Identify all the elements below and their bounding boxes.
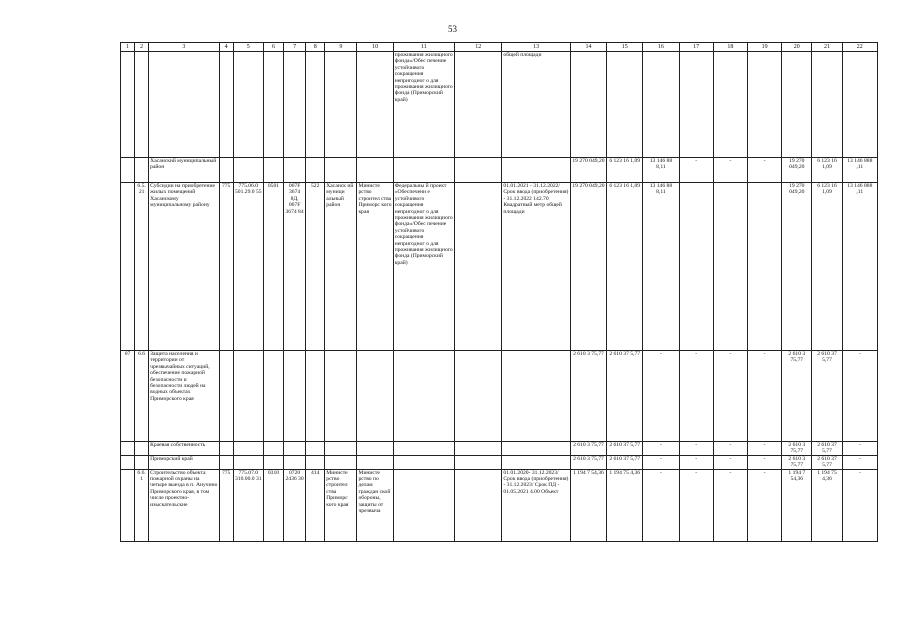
table-cell-col16: 13 146 88 8,11 xyxy=(643,183,679,351)
table-cell-col15: 2 610 37 5,77 xyxy=(607,351,643,442)
table-cell-col11 xyxy=(393,455,454,469)
table-cell-col11 xyxy=(393,351,454,442)
table-cell-col10: Министе рство строител ства Приморс кого края xyxy=(357,183,393,351)
table-cell-col18: - xyxy=(713,442,747,456)
table-cell-col7 xyxy=(284,158,306,183)
table-cell-col1 xyxy=(121,455,135,469)
table-cell-col4 xyxy=(219,455,233,469)
table-cell-col7 xyxy=(284,455,306,469)
table-cell-col10 xyxy=(357,442,393,456)
table-cell-col6 xyxy=(263,351,283,442)
table-cell-col17: - xyxy=(679,158,713,183)
table-row xyxy=(121,469,878,541)
table-cell-col21 xyxy=(812,52,842,158)
table-cell-col5 xyxy=(233,455,263,469)
table-cell-col3: Защита населения и территории от чрезвычайных ситуаций, обеспечение пожарной безопасности и безопасности людей на водных объектах Приморского края xyxy=(149,351,219,442)
table-cell-col9 xyxy=(325,351,357,442)
table-cell-col12 xyxy=(455,455,502,469)
table-cell-col2: 6.5. 21 xyxy=(135,183,149,351)
table-cell-col5: 775.06.0 501.29.0 55 xyxy=(233,183,263,351)
table-cell-col4: 775 xyxy=(219,183,233,351)
table-cell-col7 xyxy=(284,442,306,456)
table-cell-col14: 2 610 3 75,77 xyxy=(570,455,606,469)
header-cell: 2 xyxy=(135,43,149,52)
header-cell: 7 xyxy=(284,43,306,52)
table-cell-col7 xyxy=(284,52,306,158)
table-cell-col18: - xyxy=(713,455,747,469)
table-cell-col10 xyxy=(357,52,393,158)
table-cell-col18 xyxy=(713,52,747,158)
table-row xyxy=(121,52,878,158)
table-cell-col5: 775.07.0 310.00.0 31 xyxy=(233,469,263,541)
table-cell-col9: Министе рство строител ства Приморс кого края xyxy=(325,469,357,541)
table-cell-col20: 19 270 049,20 xyxy=(782,183,812,351)
table-cell-col22: - xyxy=(842,469,877,541)
table-cell-col17: - xyxy=(679,469,713,541)
header-cell: 16 xyxy=(643,43,679,52)
table-row xyxy=(121,455,878,469)
table-cell-col6: 0501 xyxy=(263,183,283,351)
table-cell-col8 xyxy=(306,52,325,158)
table-cell-col20 xyxy=(782,52,812,158)
table-row xyxy=(121,183,878,351)
header-cell: 3 xyxy=(149,43,219,52)
table-cell-col9: Хасанск ий муници альный район xyxy=(325,183,357,351)
table-cell-col17: - xyxy=(679,351,713,442)
table-cell-col19: - xyxy=(747,442,781,456)
header-cell: 5 xyxy=(233,43,263,52)
table-cell-col16: - xyxy=(643,455,679,469)
table-cell-col22: - xyxy=(842,455,877,469)
table-cell-col11 xyxy=(393,469,454,541)
table-cell-col5 xyxy=(233,158,263,183)
header-cell: 11 xyxy=(393,43,454,52)
table-cell-col14: 1 194 7 54,36 xyxy=(570,469,606,541)
table-cell-col6 xyxy=(263,52,283,158)
header-cell: 13 xyxy=(502,43,570,52)
table-cell-col3 xyxy=(149,52,219,158)
header-cell: 8 xyxy=(306,43,325,52)
table-cell-col11 xyxy=(393,442,454,456)
table-cell-col8 xyxy=(306,455,325,469)
table-cell-col9 xyxy=(325,158,357,183)
table-cell-col13: общей площади xyxy=(502,52,570,158)
table-cell-col1 xyxy=(121,158,135,183)
table-cell-col13 xyxy=(502,158,570,183)
table-cell-col22: 13 146 888 ,11 xyxy=(842,183,877,351)
table-cell-col10 xyxy=(357,158,393,183)
table-cell-col6 xyxy=(263,455,283,469)
header-cell: 4 xyxy=(219,43,233,52)
table-cell-col18: - xyxy=(713,469,747,541)
table-cell-col19 xyxy=(747,183,781,351)
table-cell-col14: 19 270 049,20 xyxy=(570,183,606,351)
table-cell-col7: 067F 3674 8Д, 067F 3674 84 xyxy=(284,183,306,351)
table-cell-col12 xyxy=(455,158,502,183)
table-cell-col19: - xyxy=(747,469,781,541)
table-cell-col22 xyxy=(842,52,877,158)
table-cell-col1 xyxy=(121,442,135,456)
table-cell-col22: - xyxy=(842,442,877,456)
table-cell-col5 xyxy=(233,52,263,158)
header-cell: 22 xyxy=(842,43,877,52)
table-cell-col16: 13 146 88 8,11 xyxy=(643,158,679,183)
table-cell-col22: - xyxy=(842,351,877,442)
table-cell-col14: 2 610 3 75,77 xyxy=(570,442,606,456)
table-cell-col20: 2 610 3 75,77 xyxy=(782,442,812,456)
table-cell-col2 xyxy=(135,52,149,158)
header-cell: 12 xyxy=(455,43,502,52)
table-cell-col17: - xyxy=(679,442,713,456)
table-cell-col15: 2 610 37 5,77 xyxy=(607,442,643,456)
table-cell-col3: Хасанский муниципальный район xyxy=(149,158,219,183)
table-cell-col20: 2 610 3 75,77 xyxy=(782,351,812,442)
header-cell: 1 xyxy=(121,43,135,52)
table-cell-col8 xyxy=(306,442,325,456)
table-cell-col13 xyxy=(502,351,570,442)
table-cell-col4 xyxy=(219,351,233,442)
table-cell-col21: 1 194 75 4,36 xyxy=(812,469,842,541)
table-cell-col11: Федеральны й проект «Обеспечени е устойчивого сокращения непригодног о для проживания жилищного фонда»/Обес печение устойчивого сокращения непригодног о для проживания жилищного фонда (Приморский край) xyxy=(393,183,454,351)
table-cell-col4 xyxy=(219,158,233,183)
header-cell: 15 xyxy=(607,43,643,52)
header-row xyxy=(121,43,878,52)
table-cell-col18: - xyxy=(713,351,747,442)
table-cell-col12 xyxy=(455,469,502,541)
table-cell-col21: 6 123 16 1,09 xyxy=(812,158,842,183)
table-cell-col10 xyxy=(357,351,393,442)
budget-table xyxy=(120,42,878,542)
table-cell-col21: 2 610 37 5,77 xyxy=(812,351,842,442)
table-cell-col22: 13 146 888 ,11 xyxy=(842,158,877,183)
table-cell-col5 xyxy=(233,351,263,442)
table-cell-col9 xyxy=(325,455,357,469)
table-cell-col6: 0310 xyxy=(263,469,283,541)
table-cell-col3: Краевая собственность xyxy=(149,442,219,456)
table-cell-col1 xyxy=(121,183,135,351)
table-cell-col15 xyxy=(607,52,643,158)
table-cell-col7: 0720 2436 30 xyxy=(284,469,306,541)
table-cell-col4 xyxy=(219,442,233,456)
table-cell-col7 xyxy=(284,351,306,442)
table-cell-col12 xyxy=(455,183,502,351)
table-cell-col21: 6 123 16 1,09 xyxy=(812,183,842,351)
header-cell: 9 xyxy=(325,43,357,52)
table-cell-col2: 6.6. 1 xyxy=(135,469,149,541)
table-cell-col13 xyxy=(502,455,570,469)
table-cell-col2 xyxy=(135,455,149,469)
table-cell-col15: 6 123 16 1,09 xyxy=(607,183,643,351)
table-cell-col17: - xyxy=(679,455,713,469)
table-cell-col14: 2 610 3 75,77 xyxy=(570,351,606,442)
table-cell-col6 xyxy=(263,158,283,183)
table-cell-col11 xyxy=(393,158,454,183)
table-row xyxy=(121,442,878,456)
table-cell-col9 xyxy=(325,442,357,456)
table-cell-col15: 6 123 16 1,09 xyxy=(607,158,643,183)
table-cell-col3: Приморский край xyxy=(149,455,219,469)
table-cell-col3: Субсидии на приобретение жилых помещений Хасанскому муниципальному району xyxy=(149,183,219,351)
page-number: 53 xyxy=(448,24,457,34)
table-cell-col15: 1 194 75 4,36 xyxy=(607,469,643,541)
table-cell-col10 xyxy=(357,455,393,469)
table-cell-col8: 414 xyxy=(306,469,325,541)
table-cell-col13: 01.01.2021 - 31.12.2022/ Срок ввода (приобретения) - 31.12.2022 142.70 Квадратный метр общей площади xyxy=(502,183,570,351)
table-cell-col20: 1 194 7 54,36 xyxy=(782,469,812,541)
table-cell-col5 xyxy=(233,442,263,456)
header-cell: 19 xyxy=(747,43,781,52)
table-cell-col4 xyxy=(219,52,233,158)
table-cell-col8 xyxy=(306,158,325,183)
table-cell-col21: 2 610 37 5,77 xyxy=(812,442,842,456)
table-cell-col20: 2 610 3 75,77 xyxy=(782,455,812,469)
table-cell-col17 xyxy=(679,183,713,351)
table-cell-col16: - xyxy=(643,469,679,541)
table-row xyxy=(121,351,878,442)
table-cell-col16: - xyxy=(643,351,679,442)
table-cell-col17 xyxy=(679,52,713,158)
table-cell-col12 xyxy=(455,351,502,442)
table-cell-col19: - xyxy=(747,455,781,469)
header-cell: 18 xyxy=(713,43,747,52)
table-cell-col1: 07 xyxy=(121,351,135,442)
table-cell-col19: - xyxy=(747,351,781,442)
table-cell-col14 xyxy=(570,52,606,158)
table-row xyxy=(121,158,878,183)
table-cell-col10: Министе рство по делам граждан ской обороны, защиты от чрезвыча xyxy=(357,469,393,541)
table-cell-col12 xyxy=(455,442,502,456)
table-cell-col1 xyxy=(121,52,135,158)
table-cell-col4: 775 xyxy=(219,469,233,541)
table-cell-col13: 01.01.2020- 31.12.2023/ Срок ввода (приобретения) - 31.12.2023/ Срок ПД - 01.05.2021 4.00 Объект xyxy=(502,469,570,541)
table-cell-col2 xyxy=(135,158,149,183)
table-cell-col18: - xyxy=(713,158,747,183)
header-cell: 10 xyxy=(357,43,393,52)
table-cell-col8 xyxy=(306,351,325,442)
table-cell-col19: - xyxy=(747,158,781,183)
table-cell-col13 xyxy=(502,442,570,456)
header-cell: 21 xyxy=(812,43,842,52)
header-cell: 14 xyxy=(570,43,606,52)
table-cell-col3: Строительство объекта пожарной охраны на четыре выезда в п. Анучино Приморского края, в том числе проектно-изыскательские xyxy=(149,469,219,541)
table-cell-col1 xyxy=(121,469,135,541)
table-cell-col2: 6.6 xyxy=(135,351,149,442)
table-cell-col12 xyxy=(455,52,502,158)
table-cell-col8: 522 xyxy=(306,183,325,351)
table-cell-col14: 19 270 049,20 xyxy=(570,158,606,183)
table-cell-col9 xyxy=(325,52,357,158)
header-cell: 17 xyxy=(679,43,713,52)
header-cell: 6 xyxy=(263,43,283,52)
table-cell-col11: проживания жилищного фонда»/Обес печение устойчивого сокращения непригодног о для проживания жилищного фонда (Приморский край) xyxy=(393,52,454,158)
table-cell-col6 xyxy=(263,442,283,456)
table-cell-col16: - xyxy=(643,442,679,456)
table-cell-col19 xyxy=(747,52,781,158)
table-cell-col2 xyxy=(135,442,149,456)
header-cell: 20 xyxy=(782,43,812,52)
table-cell-col18 xyxy=(713,183,747,351)
table-cell-col16 xyxy=(643,52,679,158)
table-cell-col15: 2 610 37 5,77 xyxy=(607,455,643,469)
table-cell-col20: 19 270 049,20 xyxy=(782,158,812,183)
table-cell-col21: 2 610 37 5,77 xyxy=(812,455,842,469)
